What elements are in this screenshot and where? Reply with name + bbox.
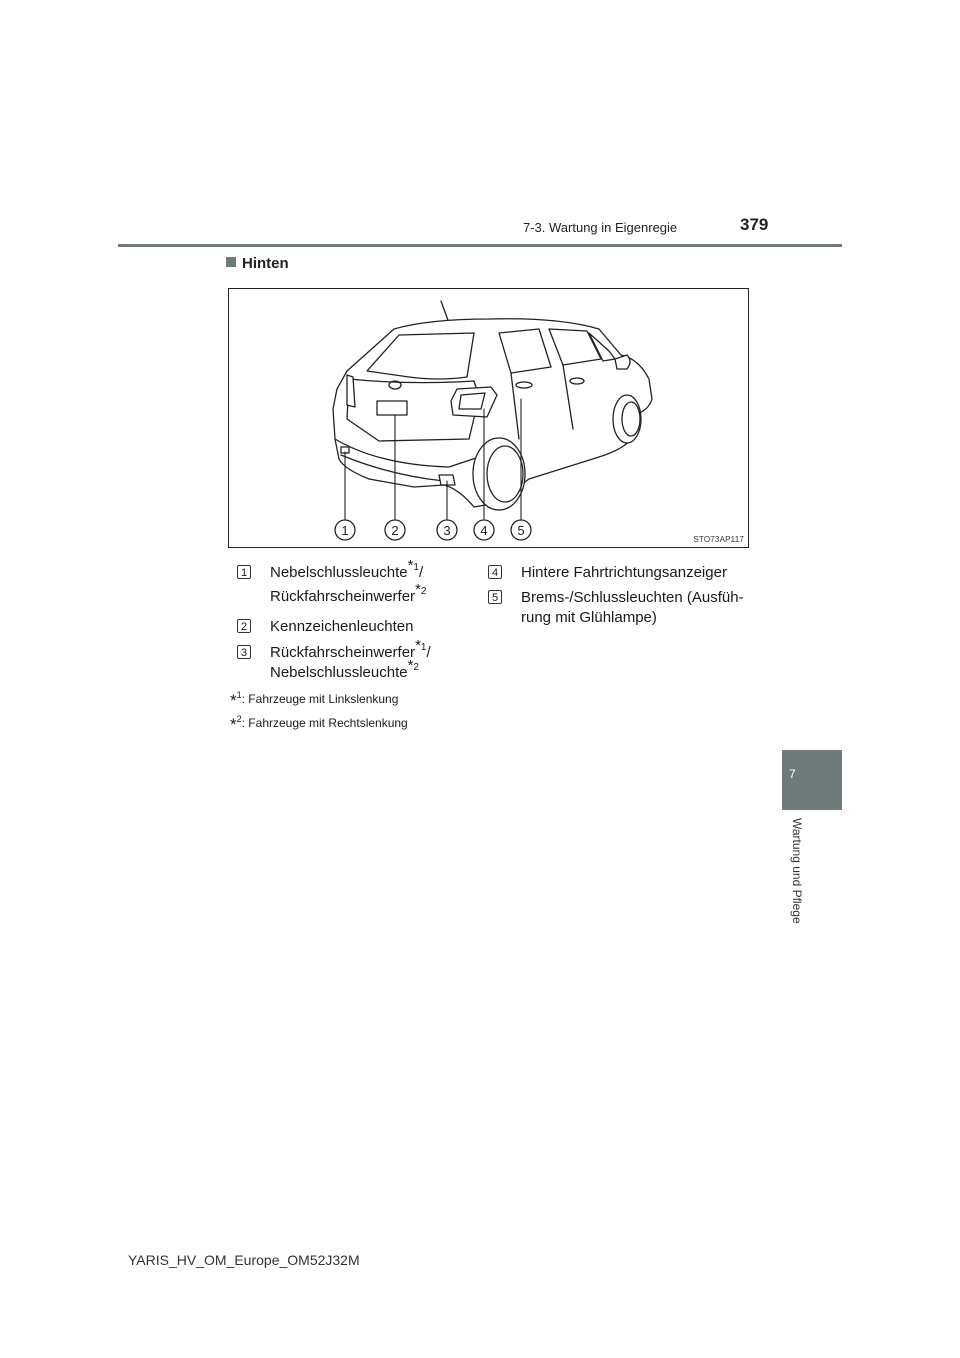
legend-number-5: 5 <box>488 590 502 604</box>
document-footer: YARIS_HV_OM_Europe_OM52J32M <box>128 1252 360 1268</box>
chapter-tab <box>782 750 842 810</box>
chapter-label: Wartung und Pflege <box>790 818 804 924</box>
callout-label-5: 5 <box>517 523 525 538</box>
legend-5-text-line2: rung mit Glühlampe) <box>521 609 657 627</box>
legend-2-text: Kennzeichenleuchten <box>270 618 414 635</box>
section-title: 7-3. Wartung in Eigenregie <box>523 220 678 235</box>
callout-label-1: 1 <box>341 523 349 538</box>
square-bullet-icon <box>226 257 236 267</box>
figure-code: STO73AP117 <box>693 535 744 544</box>
callout-label-2: 2 <box>391 523 399 538</box>
legend-number-2: 2 <box>237 619 251 633</box>
legend-number-3: 3 <box>237 645 251 659</box>
legend-number-4: 4 <box>488 565 502 579</box>
footnote-2: *$^2$: Fahrzeuge mit Rechtslenkung <box>230 714 408 734</box>
callout-label-3: 3 <box>443 523 451 538</box>
footnote-1: *$^1$: Fahrzeuge mit Linkslenkung <box>230 690 399 710</box>
page-number: 379 <box>740 215 769 234</box>
legend-3-text: Rückfahrscheinwerfer <box>270 644 416 661</box>
car-rear-illustration <box>229 289 748 547</box>
subsection-heading-text: Hinten <box>242 255 289 272</box>
legend-number-1: 1 <box>237 565 251 579</box>
rear-lights-figure <box>228 288 749 548</box>
legend-1-text: Nebelschlussleuchte <box>270 564 408 581</box>
legend-5-text: Brems-/Schlussleuchten (Ausfüh- <box>521 589 744 606</box>
callout-label-4: 4 <box>480 523 488 538</box>
legend-1-text-line2: Rückfahrscheinwerfer <box>270 588 416 606</box>
legend-3-text-line2: Nebelschlussleuchte <box>270 664 408 682</box>
header-divider <box>118 244 842 247</box>
subsection-heading <box>226 255 289 272</box>
legend-4-text: Hintere Fahrtrichtungsanzeiger <box>521 564 727 581</box>
chapter-number: 7 <box>789 767 796 781</box>
legend-1-sup: 1 <box>413 562 419 573</box>
